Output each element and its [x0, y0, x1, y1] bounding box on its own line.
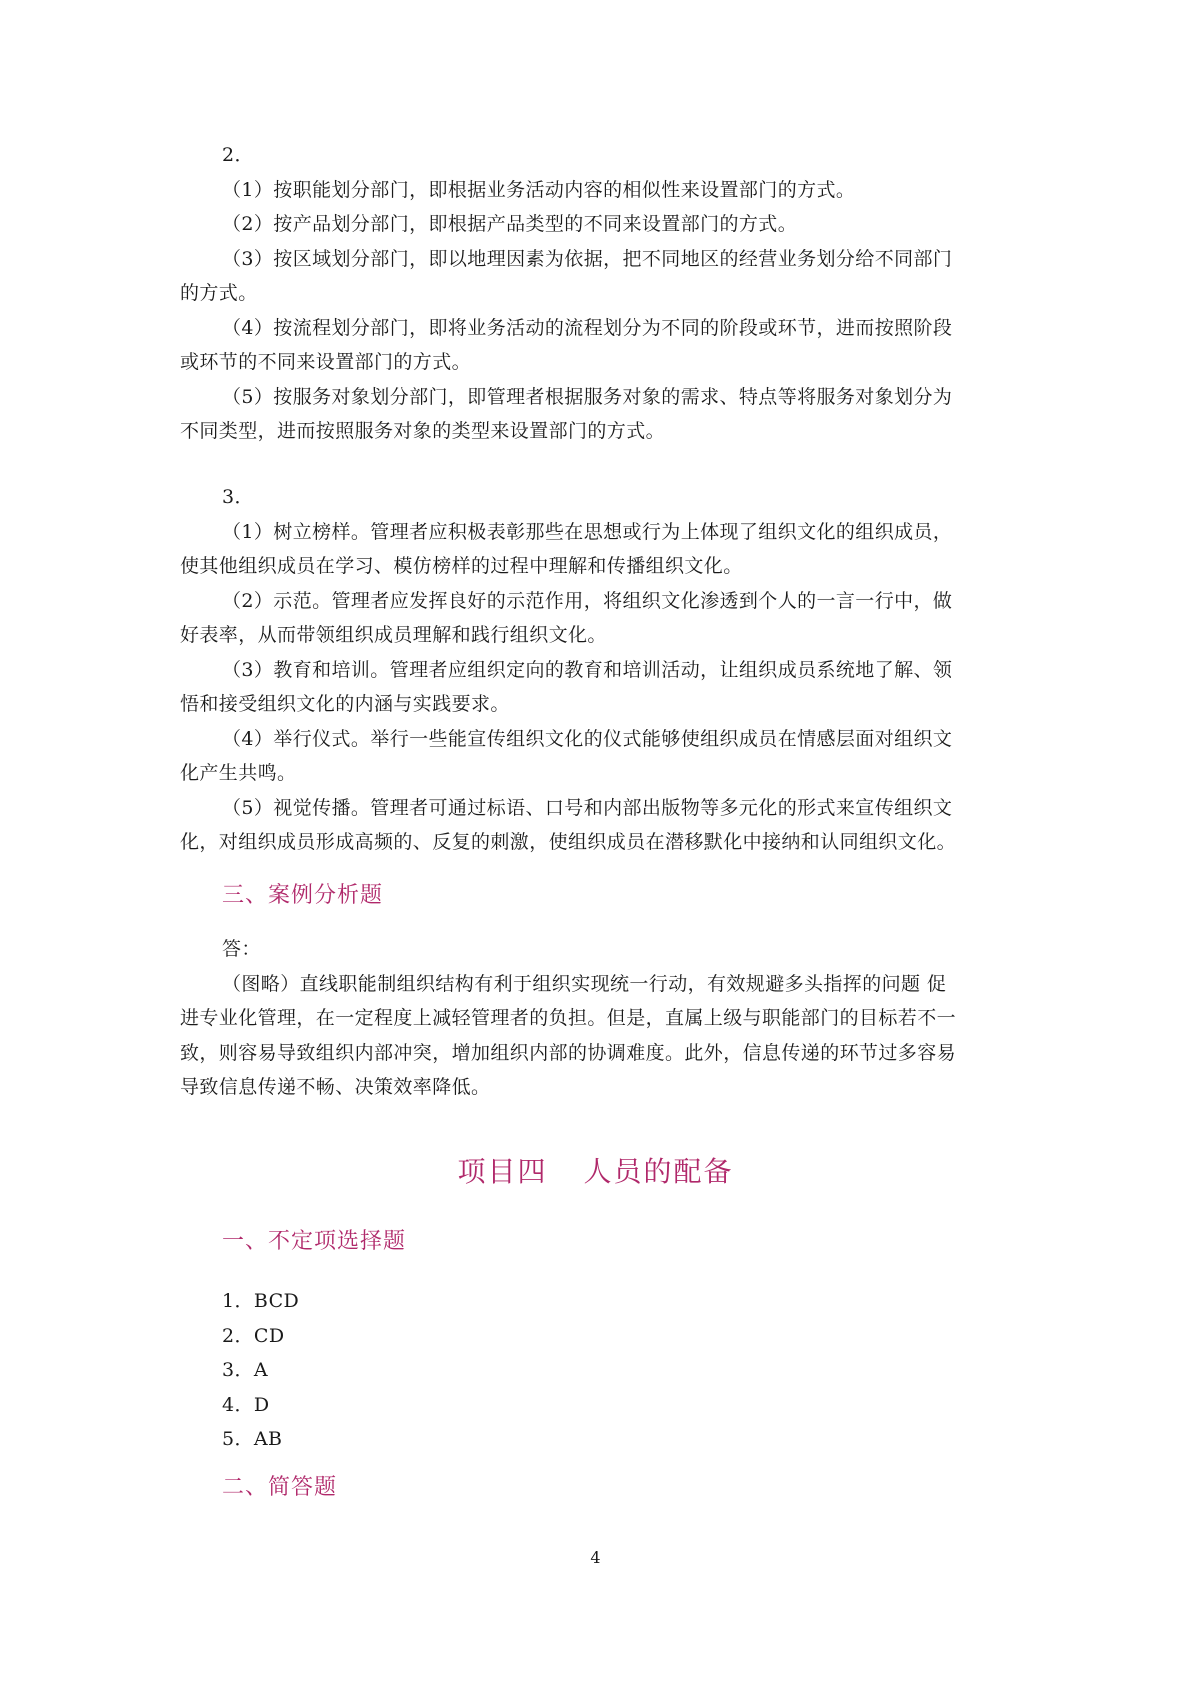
paragraph-line: 好表率，从而带领组织成员理解和践行组织文化。: [180, 624, 607, 646]
paragraph-line: 不同类型，进而按照服务对象的类型来设置部门的方式。: [180, 420, 666, 442]
paragraph-line: （4）举行仪式。举行一些能宣传组织文化的仪式能够使组织成员在情感层面对组织文: [222, 727, 953, 750]
choice-section: [180, 1224, 1020, 1255]
case-analysis-section: [180, 878, 1020, 909]
answer-item: 4．D: [222, 1393, 270, 1416]
answer-label: 答：: [222, 938, 261, 960]
chapter-title: [0, 1150, 1191, 1190]
chapter-title-name: 人员的配备: [583, 1155, 734, 1188]
paragraph-line: （2）按产品划分部门，即根据产品类型的不同来设置部门的方式。: [222, 213, 798, 235]
paragraph-line: 悟和接受组织文化的内涵与实践要求。: [180, 693, 510, 715]
paragraph-line: 化产生共鸣。: [180, 762, 297, 784]
paragraph-line: 使其他组织成员在学习、模仿榜样的过程中理解和传播组织文化。: [180, 555, 743, 577]
answer-item: 2．CD: [222, 1324, 285, 1347]
section-number: 2．: [222, 144, 254, 166]
paragraph-line: 进专业化管理，在一定程度上减轻管理者的负担。但是，直属上级与职能部门的目标若不一: [180, 1007, 957, 1029]
answer-item: 3．A: [222, 1359, 269, 1381]
page-number: 4: [590, 1548, 601, 1567]
paragraph-line: 的方式。: [180, 282, 258, 304]
section-heading: 三、案例分析题: [222, 883, 384, 908]
paragraph-line: （3）教育和培训。管理者应组织定向的教育和培训活动，让组织成员系统地了解、领: [222, 658, 953, 681]
case-analysis-answer: [180, 932, 1020, 1105]
paragraph-line: 致，则容易导致组织内部冲突，增加组织内部的协调难度。此外，信息传递的环节过多容易: [180, 1041, 957, 1064]
answer-item: 5．AB: [222, 1428, 283, 1450]
paragraph-line: （3）按区域划分部门，即以地理因素为依据，把不同地区的经营业务划分给不同部门: [222, 247, 953, 270]
section-number: 3．: [222, 486, 254, 508]
choice-answers: [180, 1284, 1020, 1457]
paragraph-line: （4）按流程划分部门，即将业务活动的流程划分为不同的阶段或环节，进而按照阶段: [222, 316, 953, 339]
paragraph-line: （5）视觉传播。管理者可通过标语、口号和内部出版物等多元化的形式来宣传组织文: [222, 796, 953, 819]
paragraph-line: 或环节的不同来设置部门的方式。: [180, 351, 472, 373]
answer-item: 1．BCD: [222, 1290, 300, 1312]
paragraph-line: （2）示范。管理者应发挥良好的示范作用，将组织文化渗透到个人的一言一行中，做: [222, 589, 953, 612]
section-heading: 一、不定项选择题: [222, 1229, 407, 1254]
section-3: [180, 480, 1020, 860]
paragraph-line: （1）树立榜样。管理者应积极表彰那些在思想或行为上体现了组织文化的组织成员，: [222, 520, 953, 543]
chapter-title-number: 项目四: [457, 1155, 548, 1188]
paragraph-line: 导致信息传递不畅、决策效率降低。: [180, 1076, 491, 1098]
section-heading: 二、简答题: [222, 1475, 338, 1500]
paragraph-line: （图略）直线职能制组织结构有利于组织实现统一行动，有效规避多头指挥的问题 促: [222, 972, 947, 995]
paragraph-line: （5）按服务对象划分部门，即管理者根据服务对象的需求、特点等将服务对象划分为: [222, 385, 953, 408]
paragraph-line: 化，对组织成员形成高频的、反复的刺激，使组织成员在潜移默化中接纳和认同组织文化。: [180, 831, 957, 853]
paragraph-line: （1）按职能划分部门，即根据业务活动内容的相似性来设置部门的方式。: [222, 178, 856, 201]
short-answer-section: [180, 1470, 1020, 1501]
section-2: [180, 138, 1020, 449]
